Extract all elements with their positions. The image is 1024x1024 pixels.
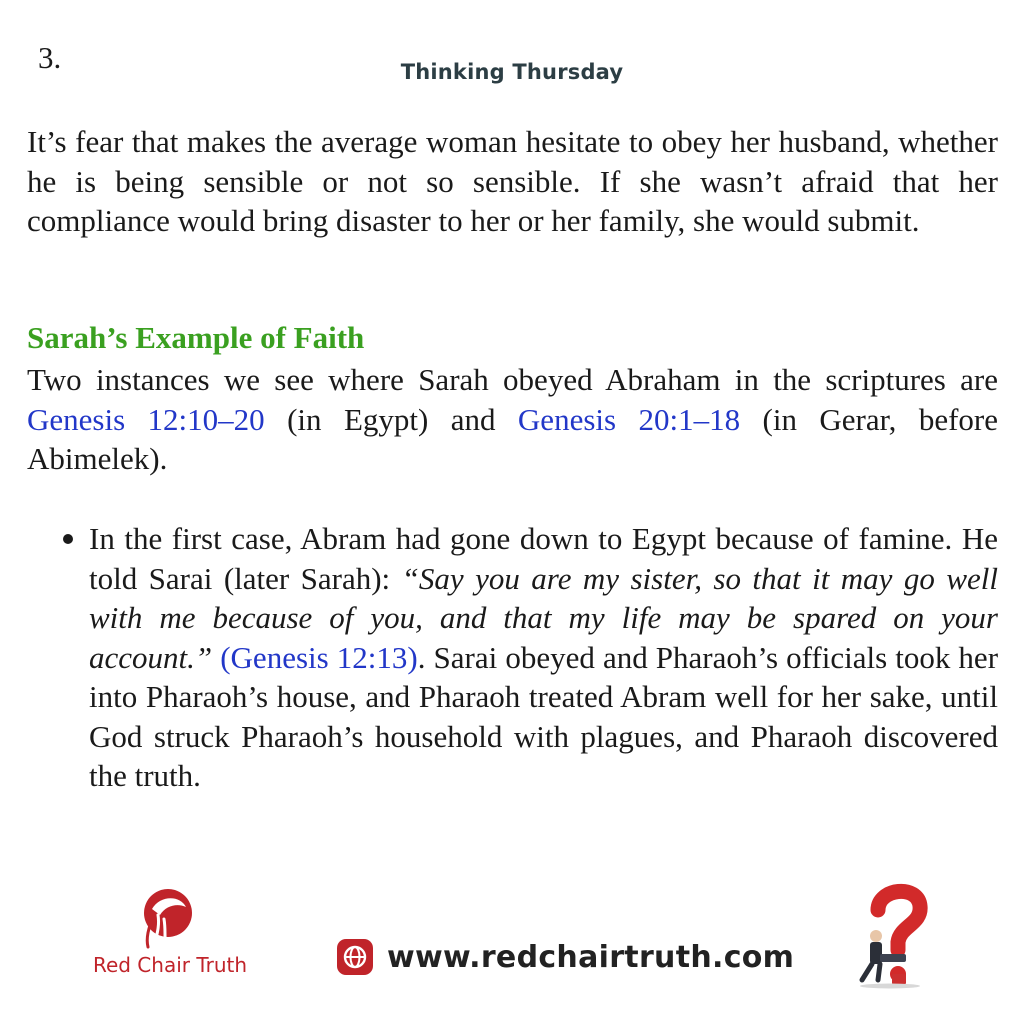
list-item — [89, 519, 998, 796]
bullet-list — [89, 519, 998, 796]
section-paragraph — [27, 360, 998, 479]
website-link[interactable] — [337, 934, 794, 980]
red-chair-icon — [130, 885, 210, 951]
bullet-space — [212, 640, 220, 675]
bullet-text-2: . Sarai obeyed and Pharaoh’s officials took her into Pharaoh’s house, and Pharaoh treated Abram well for her sake, until God struck Pharaoh’s household with plagues, and Pharaoh discovered the truth. — [89, 639, 999, 793]
brand-name: Red Chair Truth — [92, 953, 248, 977]
section-heading: Sarah’s Example of Faith — [27, 320, 365, 355]
bullet-text-1: In the first case, Abram had gone down to Egypt because of famine. He told Sarai (later Sarah): — [89, 521, 998, 596]
genesis-12-13-link[interactable]: (Genesis 12:13) — [220, 639, 418, 675]
section-text-1: Two instances we see where Sarah obeyed Abraham in the scriptures are — [27, 362, 998, 397]
series-title: Thinking Thursday — [400, 60, 624, 84]
section-text-2: (in Egypt) and — [264, 401, 518, 437]
brand-logo[interactable] — [70, 885, 270, 985]
page-number: 3. — [38, 40, 62, 75]
genesis-12-link[interactable]: Genesis 12:10–20 — [27, 401, 265, 437]
bullet-dot — [63, 534, 73, 544]
intro-paragraph: It’s fear that makes the average woman hesitate to obey her husband, whether he is being sensible or not so sensible. If she wasn’t afraid that her compliance would bring disaster to her or her family, she would submit. — [27, 124, 998, 238]
section-text-3: (in Gerar, before Abimelek). — [27, 401, 999, 476]
globe-icon — [337, 939, 373, 975]
genesis-20-link[interactable]: Genesis 20:1–18 — [517, 401, 741, 437]
bullet-quote: “Say you are my sister, so that it may go well with me because of you, and that my life may be spared on your account.” — [89, 560, 998, 675]
website-url: www.redchairtruth.com — [387, 939, 795, 975]
thinking-person-icon — [848, 880, 938, 990]
